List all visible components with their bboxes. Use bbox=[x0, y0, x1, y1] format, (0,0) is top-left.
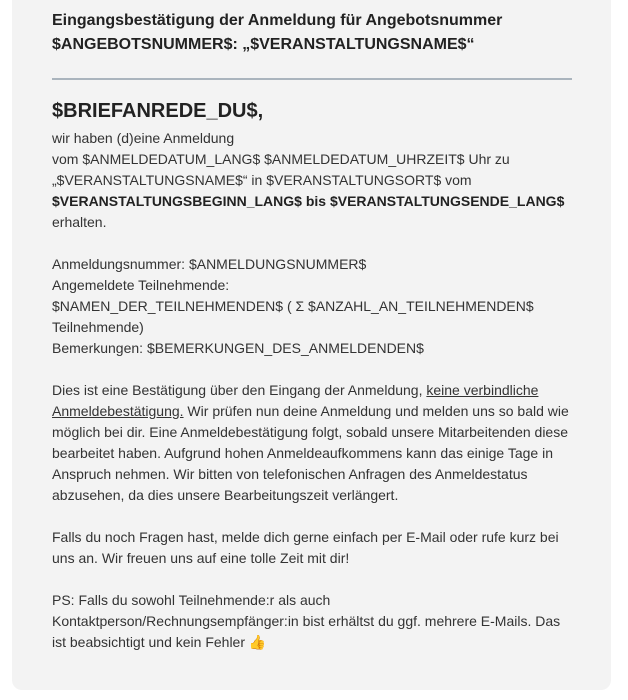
text: Kontaktperson/Rechnungsempfänger:in bist erhältst du ggf. mehrere E-Mails. Das ist beabsichtigt und kein Fehler bbox=[52, 613, 561, 650]
thumbs-up-icon: 👍 bbox=[248, 634, 267, 650]
questions-paragraph: Falls du noch Fragen hast, melde dich gerne einfach per E-Mail oder rufe kurz bei uns an. Wir freuen uns auf eine tolle Zeit mit dir! bbox=[52, 529, 559, 566]
title-line-1: Eingangsbestätigung der Anmeldung für Angebotsnummer bbox=[52, 12, 503, 29]
non-binding-link[interactable]: keine verbindliche Anmeldebestätigung. bbox=[52, 382, 539, 419]
email-title bbox=[52, 9, 574, 57]
email-content bbox=[52, 0, 574, 653]
email-card bbox=[12, 0, 611, 690]
text: vom $ANMELDEDATUM_LANG$ $ANMELDEDATUM_UHRZEIT$ Uhr zu bbox=[52, 151, 510, 167]
text: Wir prüfen nun deine Anmeldung und melden uns so bald wie möglich bei dir. Eine Anmeldebestätigung folgt, sobald unsere Mitarbeitenden diese bearbeitet haben. Aufgrund hohen Anmeldeaufkommens kann das einige Tage in Anspruch nehmen. Wir bitten von telefonischen Anfragen des Anmeldestatus abzusehen, da dies unsere Bearbeitungszeit verlängert. bbox=[52, 403, 569, 503]
text: Dies ist eine Bestätigung über den Eingang der Anmeldung, bbox=[52, 382, 427, 398]
event-dates: $VERANSTALTUNGSBEGINN_LANG$ bis $VERANSTALTUNGSENDE_LANG$ bbox=[52, 193, 565, 209]
registration-number: Anmeldungsnummer: $ANMELDUNGSNUMMER$ bbox=[52, 256, 367, 272]
salutation: $BRIEFANREDE_DU$, bbox=[52, 100, 264, 122]
remarks: Bemerkungen: $BEMERKUNGEN_DES_ANMELDENDEN$ bbox=[52, 340, 424, 356]
text: wir haben (d)eine Anmeldung bbox=[52, 130, 235, 146]
divider bbox=[52, 78, 572, 80]
text: „$VERANSTALTUNGSNAME$“ in $VERANSTALTUNGSORT$ vom bbox=[52, 172, 472, 188]
participants-label: Angemeldete Teilnehmende: bbox=[52, 277, 230, 293]
text: PS: Falls du sowohl Teilnehmende:r als auch bbox=[52, 592, 331, 608]
text: erhalten. bbox=[52, 214, 107, 230]
confirmation-paragraph bbox=[52, 380, 574, 506]
registration-details bbox=[52, 254, 574, 359]
participants-names: $NAMEN_DER_TEILNEHMENDEN$ ( Σ $ANZAHL_AN_TEILNEHMENDEN$ bbox=[52, 298, 534, 314]
title-line-2: $ANGEBOTSNUMMER$: „$VERANSTALTUNGSNAME$“ bbox=[52, 36, 475, 53]
text: Teilnehmende) bbox=[52, 319, 144, 335]
intro-paragraph bbox=[52, 128, 574, 233]
ps-paragraph bbox=[52, 590, 574, 653]
